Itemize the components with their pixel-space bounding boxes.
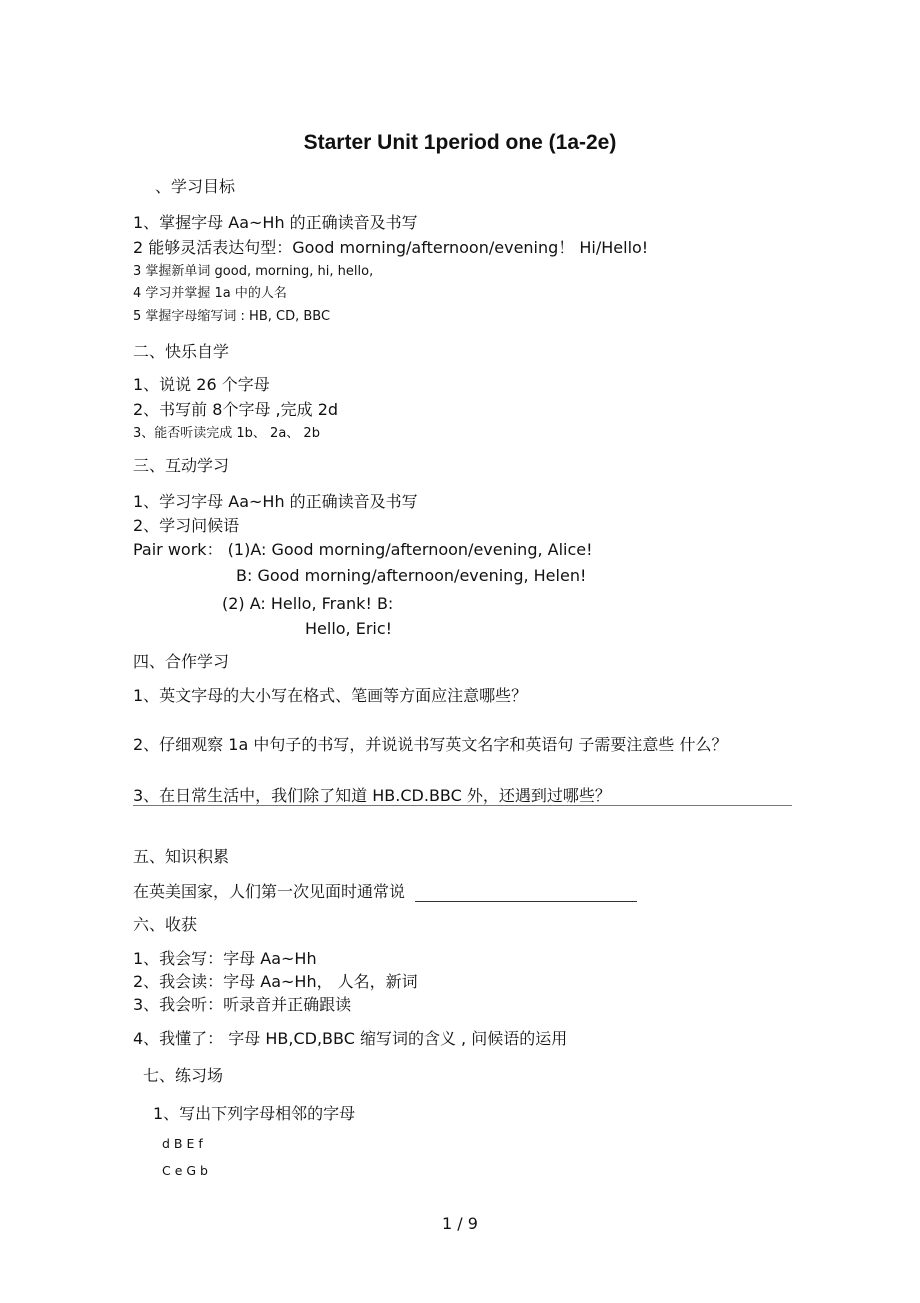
page-number: 1 / 9 [442, 1214, 478, 1233]
section-heading-self-study: 二、快乐自学 [133, 342, 230, 361]
section-heading-interactive: 三、互动学习 [133, 456, 230, 475]
interactive-item-1: 1、学习字母 Aa~Hh 的正确读音及书写 [133, 492, 418, 511]
section-heading-harvest: 六、收获 [133, 915, 198, 934]
goal-item-2: 2 能够灵活表达句型：Good morning/afternoon/evening！ Hi/Hello! [133, 238, 649, 257]
interactive-item-2: 2、学习问候语 [133, 516, 240, 535]
cooperative-item-3: 3、在日常生活中，我们除了知道 HB.CD.BBC 外，还遇到过哪些？ [133, 786, 611, 805]
self-study-item-1: 1、说说 26 个字母 [133, 375, 270, 394]
divider-line [133, 805, 792, 806]
pair-work-line-3: (2) A: Hello, Frank! B: [222, 594, 394, 613]
pair-work-line-2: B: Good morning/afternoon/evening, Helen! [236, 566, 587, 585]
section-heading-knowledge: 五、知识积累 [133, 847, 230, 866]
goal-item-4: 4 学习并掌握 1a 中的人名 [133, 286, 287, 301]
section-heading-practice: 七、练习场 [143, 1066, 224, 1085]
cooperative-item-1: 1、英文字母的大小写在格式、笔画等方面应注意哪些？ [133, 686, 528, 705]
knowledge-text: 在英美国家，人们第一次见面时通常说 [133, 882, 406, 901]
harvest-item-2: 2、我会读：字母 Aa~Hh， 人名，新词 [133, 972, 418, 991]
answer-blank[interactable] [415, 887, 637, 902]
page-title: Starter Unit 1period one (1a-2e) [303, 131, 617, 154]
self-study-item-3: 3、能否听读完成 1b、 2a、 2b [133, 426, 320, 441]
letter-row-1: d B E f [162, 1136, 203, 1151]
section-heading-goals: 、学习目标 [155, 177, 236, 196]
harvest-item-1: 1、我会写：字母 Aa~Hh [133, 949, 317, 968]
section-heading-cooperative: 四、合作学习 [133, 652, 230, 671]
pair-work-line-4: Hello, Eric! [305, 619, 393, 638]
pair-work-line-1: Pair work： (1)A: Good morning/afternoon/evening, Alice! [133, 540, 593, 559]
practice-task: 1、写出下列字母相邻的字母 [153, 1104, 356, 1123]
harvest-item-3: 3、我会听：听录音并正确跟读 [133, 995, 352, 1014]
self-study-item-2: 2、书写前 8个字母 ,完成 2d [133, 400, 339, 419]
letter-row-2: C e G b [162, 1163, 208, 1178]
harvest-item-4: 4、我懂了： 字母 HB,CD,BBC 缩写词的含义 , 问候语的运用 [133, 1029, 568, 1048]
cooperative-item-2: 2、仔细观察 1a 中句子的书写，并说说书写英文名字和英语句 子需要注意些 什么？ [133, 735, 728, 754]
goal-item-1: 1、掌握字母 Aa~Hh 的正确读音及书写 [133, 213, 418, 232]
goal-item-5: 5 掌握字母缩写词 : HB, CD, BBC [133, 309, 331, 324]
knowledge-line [133, 882, 637, 902]
goal-item-3: 3 掌握新单词 good, morning, hi, hello, [133, 264, 374, 279]
